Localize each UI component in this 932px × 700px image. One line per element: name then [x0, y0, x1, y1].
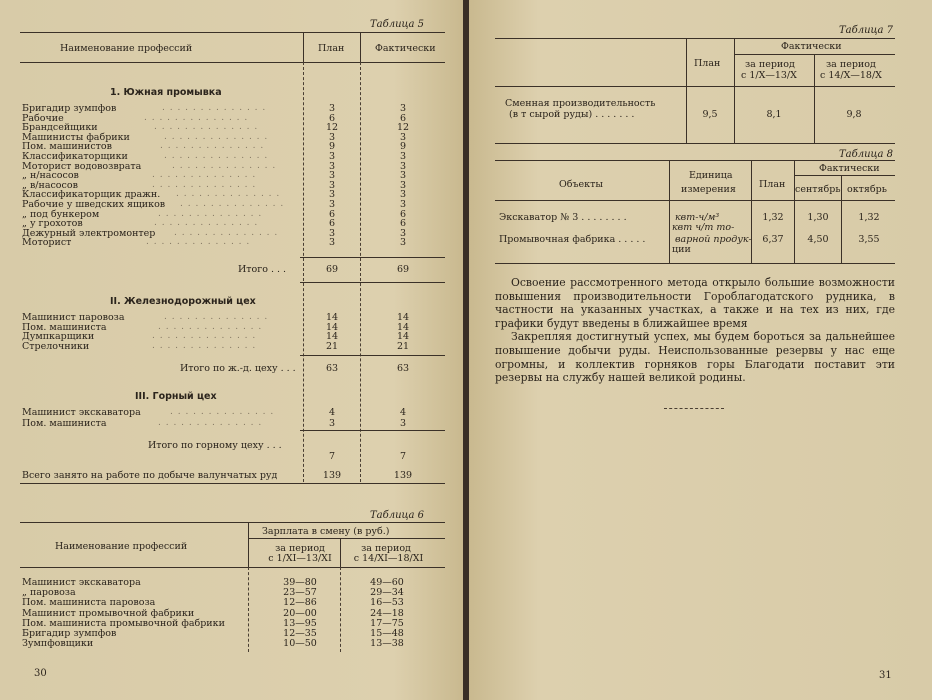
table5-section-3-total-plan: 7	[328, 451, 336, 462]
table6-row-p1: 13—95	[283, 617, 317, 629]
table5-row-plan: 3	[328, 160, 336, 172]
table6-row-name: Машинист промывочной фабрики	[22, 607, 195, 619]
table8-col-sep: сентябрь	[795, 184, 841, 195]
table7-col-p2-b: с 14/X—18/X	[820, 70, 882, 81]
table5-row-fact: 6	[399, 218, 407, 230]
table8-row-name: Промывочная фабрика . . . . .	[499, 234, 646, 245]
table7-col-p1-a: за период	[745, 59, 795, 70]
table5-row-plan: 9	[328, 141, 336, 153]
right-page	[469, 0, 932, 700]
table8-title: Таблица 8	[839, 149, 894, 160]
table8-row-unit-2: квт ч/т то-	[672, 222, 735, 233]
table5-section-1-total-label: Итого . . .	[238, 264, 287, 275]
table5-row-dots: . . . . . . . . . . . . . .	[154, 218, 259, 229]
table8-row-sep: 4,50	[807, 234, 829, 245]
table7-header-rule	[495, 86, 895, 87]
table5-vdash-2	[360, 62, 361, 482]
table5-row-dots: . . . . . . . . . . . . . .	[144, 112, 249, 123]
table7-title: Таблица 7	[839, 25, 894, 36]
table6-col-p1-a: за период	[275, 543, 325, 554]
table6-row-p2: 13—38	[370, 638, 404, 650]
table6-row-name: Машинист экскаватора	[22, 577, 141, 588]
table6-row-p1: 39—80	[283, 577, 317, 588]
table6-title: Таблица 6	[370, 510, 425, 521]
table5-section-3-rule	[300, 430, 445, 431]
table5-section-3-heading: III. Горный цех	[135, 391, 217, 402]
table5-row-name: Машинист паровоза	[22, 312, 125, 323]
table6-col-p1-b: с 1/XI—13/XI	[268, 553, 332, 564]
table8-group-rule	[794, 175, 895, 176]
table5-row-fact: 3	[399, 103, 407, 114]
table5-row-dots: . . . . . . . . . . . . . .	[162, 103, 267, 113]
table5-vdash-1	[303, 62, 304, 482]
table6-row-name: Бригадир зумпфов	[22, 628, 117, 639]
table5-row-dots: . . . . . . . . . . . . . .	[172, 160, 277, 171]
table5-grand-total-label: Всего занято на работе по добыче валунчатых руд	[22, 470, 278, 481]
table5-row-dots: . . . . . . . . . . . . . .	[176, 189, 281, 200]
table5-row-name: Дежурный электромонтер	[22, 227, 156, 239]
table5-grand-total-fact: 139	[393, 470, 413, 481]
table5-row-fact: 3	[399, 160, 407, 172]
table5-row-name: Моторист водовозврата	[22, 160, 142, 172]
table6-row-name: Пом. машиниста паровоза	[22, 597, 156, 609]
table6-row-p2: 24—18	[370, 607, 404, 619]
table5-row-plan: 14	[325, 331, 339, 343]
table7-top-rule	[495, 38, 895, 39]
table5-row-name: Думпкарщики	[22, 331, 95, 343]
table6-row-name: „ паровоза	[22, 587, 76, 599]
table5-row-name: „ у грохотов	[22, 218, 83, 230]
table6-vline-1	[248, 522, 249, 567]
table5-section-1-rule	[300, 257, 445, 258]
table8-row-plan: 6,37	[762, 234, 784, 245]
table5-row-dots: . . . . . . . . . . . . . .	[158, 417, 263, 428]
table5-row-name: Рабочие у шведских ящиков	[22, 199, 166, 210]
table5-section-1-heading: 1. Южная промывка	[110, 87, 222, 98]
table5-row-fact: 3	[399, 227, 407, 239]
table6-row-p1: 20—00	[283, 607, 317, 619]
table8-row-plan: 1,32	[762, 212, 784, 223]
table6-row-p2: 16—53	[370, 597, 404, 609]
table6-row-p2: 17—75	[370, 617, 404, 629]
table5-row-fact: 3	[399, 179, 407, 191]
table5-row-fact: 6	[399, 112, 407, 124]
table5-row-dots: . . . . . . . . . . . . . .	[170, 407, 275, 417]
table5-vline-1	[303, 32, 304, 62]
table6-row-name: Зумпфовщики	[22, 638, 94, 650]
table5-section-1-total-plan: 69	[325, 264, 339, 275]
table5-top-rule	[20, 32, 445, 33]
table5-row-plan: 6	[328, 208, 336, 220]
left-page-number: 30	[34, 668, 47, 679]
table5-row-dots: . . . . . . . . . . . . . .	[158, 321, 263, 332]
table5-row-dots: . . . . . . . . . . . . . .	[152, 170, 257, 181]
table5-row-fact: 14	[396, 312, 410, 323]
paragraph-2: Закрепляя достигнутый успех, мы будем бороться за дальнейшее повышение добычи руды. Неиспользованные резервы у нас еще огромны, и коллектив горняков горы Благодати поставит эти резервы на службу нашей великой родины.	[495, 330, 895, 385]
table8-row-unit: квт-ч/м³	[675, 212, 720, 223]
table5-row-fact: 3	[399, 170, 407, 182]
table8-row-oct: 1,32	[858, 212, 880, 223]
table5-row-name: Пом. машиниста	[22, 321, 107, 333]
table8-vline-4	[841, 175, 842, 263]
table5-row-fact: 3	[399, 131, 407, 143]
table5-row-plan: 3	[328, 199, 336, 210]
table8-vline-2	[751, 160, 752, 263]
table7-group-rule	[734, 54, 895, 55]
table7-plan-value: 9,5	[702, 109, 718, 120]
table8-col-unit-b: измерения	[681, 184, 736, 195]
right-page-number: 31	[879, 670, 892, 681]
table5-row-name: Машинисты фабрики	[22, 131, 130, 143]
table5-section-2-total-fact: 63	[396, 363, 410, 374]
table5-row-dots: . . . . . . . . . . . . . .	[158, 208, 263, 219]
table6-row-p1: 12—35	[283, 628, 317, 639]
table5-section-1-total-fact: 69	[396, 264, 410, 275]
table5-row-plan: 6	[328, 218, 336, 230]
table5-header-rule	[20, 62, 445, 63]
table5-row-plan: 3	[328, 179, 336, 191]
table6-col-name: Наименование профессий	[55, 541, 188, 552]
table7-row-label-a: Сменная производительность	[505, 98, 656, 109]
table5-row-fact: 3	[399, 237, 407, 249]
table7-row-label-b: (в т сырой руды) . . . . . . .	[509, 109, 635, 120]
table8-vline-1	[669, 160, 670, 263]
table5-section-2-heading: II. Железнодорожный цех	[110, 296, 256, 307]
table5-section-2-total-plan: 63	[325, 363, 339, 374]
table5-row-dots: . . . . . . . . . . . . . .	[152, 340, 257, 351]
table8-top-rule	[495, 160, 895, 161]
table5-bottom-rule	[20, 483, 445, 484]
table5-row-plan: 3	[328, 131, 336, 143]
table5-row-fact: 14	[396, 321, 410, 333]
table5-row-name: Пом. машиниста	[22, 417, 107, 429]
table5-row-fact: 14	[396, 331, 410, 343]
table5-col-plan: План	[318, 43, 345, 54]
table5-row-dots: . . . . . . . . . . . . . .	[164, 312, 269, 322]
table8-row-oct: 3,55	[858, 234, 880, 245]
left-page	[0, 0, 463, 700]
table5-row-name: „ н/насосов	[22, 170, 79, 182]
table5-title: Таблица 5	[370, 19, 425, 30]
table7-vline-1	[686, 38, 687, 143]
table5-section-2-total-label: Итого по ж.-д. цеху . . .	[180, 363, 296, 374]
table7-col-p1-b: с 1/X—13/X	[741, 70, 797, 81]
table7-p1-value: 8,1	[766, 109, 782, 120]
table6-col-group: Зарплата в смену (в руб.)	[262, 526, 390, 537]
table5-row-plan: 12	[325, 122, 339, 134]
table5-section-2-rule	[300, 355, 445, 356]
table5-row-name: „ под бункером	[22, 208, 100, 220]
table5-row-plan: 14	[325, 321, 339, 333]
table5-row-fact: 12	[396, 122, 410, 134]
table5-row-plan: 3	[328, 237, 336, 249]
table6-row-p1: 23—57	[283, 587, 317, 599]
table7-vline-3	[814, 54, 815, 143]
table5-row-plan: 3	[328, 189, 336, 201]
table6-row-name: Пом. машиниста промывочной фабрики	[22, 617, 225, 629]
table5-row-plan: 21	[325, 340, 339, 352]
table8-col-unit-a: Единица	[689, 170, 733, 181]
table7-col-group: Фактически	[781, 41, 842, 52]
table8-row-unit: варной продук-	[675, 234, 752, 245]
table5-row-name: Пом. машинистов	[22, 141, 112, 153]
table5-row-plan: 14	[325, 312, 339, 323]
table5-row-fact: 3	[399, 199, 407, 210]
table6-vline-2	[340, 538, 341, 567]
table5-vline-2	[360, 32, 361, 62]
table5-row-plan: 3	[328, 417, 336, 429]
table8-col-plan: План	[759, 179, 786, 190]
table5-row-plan: 3	[328, 170, 336, 182]
table6-row-p2: 49—60	[370, 577, 404, 588]
table5-row-dots: . . . . . . . . . . . . . .	[180, 199, 285, 209]
table5-row-dots: . . . . . . . . . . . . . .	[160, 141, 265, 152]
table5-row-name: Классификаторщик дражн.	[22, 189, 161, 201]
table5-row-dots: . . . . . . . . . . . . . .	[154, 122, 259, 133]
table5-row-name: Моторист	[22, 237, 72, 249]
table5-row-name: Стрелочники	[22, 340, 90, 352]
table5-row-fact: 3	[399, 417, 407, 429]
table5-section-3-total-label: Итого по горному цеху . . .	[148, 440, 282, 451]
table8-col-oct: октябрь	[847, 184, 887, 195]
table6-row-p1: 12—86	[283, 597, 317, 609]
table6-group-rule	[248, 538, 445, 539]
table5-row-name: Бригадир зумпфов	[22, 103, 117, 114]
table5-row-name: Рабочие	[22, 112, 64, 124]
table8-col-objects: Объекты	[559, 179, 603, 190]
table7-p2-value: 9,8	[846, 109, 862, 120]
table5-col-name: Наименование профессий	[60, 43, 193, 54]
table5-row-name: Машинист экскаватора	[22, 407, 141, 418]
table6-row-p2: 29—34	[370, 587, 404, 599]
table6-row-p1: 10—50	[283, 638, 317, 650]
table5-row-plan: 3	[328, 227, 336, 239]
table5-row-plan: 6	[328, 112, 336, 124]
table5-grand-total-plan: 139	[322, 470, 342, 481]
table5-row-dots: . . . . . . . . . . . . . .	[164, 151, 269, 161]
table5-row-fact: 3	[399, 151, 407, 162]
table7-col-plan: План	[694, 58, 721, 69]
table5-row-dots: . . . . . . . . . . . . . .	[174, 227, 279, 238]
table5-row-dots: . . . . . . . . . . . . . .	[152, 179, 257, 190]
paragraph-1: Освоение рассмотренного метода открыло большие возможности повышения производительности Гороблагодатского рудника, в частности на указанных участках, а также и на тех из них, где графики будут введены в ближайшее время	[495, 276, 895, 330]
table5-row-plan: 3	[328, 151, 336, 162]
table5-row-plan: 3	[328, 103, 336, 114]
table8-row-unit-2: ции	[672, 244, 691, 255]
table5-row-plan: 4	[328, 407, 336, 418]
table8-bottom-rule	[495, 263, 895, 264]
table6-vdash-2	[340, 567, 341, 652]
table5-row-name: „ в/насосов	[22, 179, 78, 191]
body-text	[495, 276, 895, 385]
table5-row-fact: 6	[399, 208, 407, 220]
table6-top-rule	[20, 522, 445, 523]
table6-header-rule	[20, 567, 445, 568]
table6-row-p2: 15—48	[370, 628, 404, 639]
table8-row-sep: 1,30	[807, 212, 829, 223]
table5-row-fact: 3	[399, 189, 407, 201]
table5-row-name: Брандсейщики	[22, 122, 98, 134]
table6-col-p2-b: с 14/XI—18/XI	[353, 553, 424, 564]
table5-section-3-total-fact: 7	[399, 451, 407, 462]
table5-row-dots: . . . . . . . . . . . . . .	[146, 237, 251, 248]
table8-col-group: Фактически	[819, 163, 880, 174]
table5-row-fact: 21	[396, 340, 410, 352]
table5-section-1-rule-b	[300, 282, 445, 283]
table6-col-p2-a: за период	[361, 543, 411, 554]
table5-row-dots: . . . . . . . . . . . . . .	[164, 131, 269, 142]
table7-bottom-rule	[495, 143, 895, 144]
table6-vdash-1	[248, 567, 249, 652]
table5-row-fact: 4	[399, 407, 407, 418]
table5-row-name: Классификаторщики	[22, 151, 128, 162]
table7-col-p2-a: за период	[826, 59, 876, 70]
table5-row-dots: . . . . . . . . . . . . . .	[152, 331, 257, 342]
table8-row-name: Экскаватор № 3 . . . . . . . .	[499, 212, 627, 223]
end-divider	[664, 408, 724, 409]
table8-header-rule	[495, 200, 895, 201]
table5-col-fact: Фактически	[375, 43, 436, 54]
table5-row-fact: 9	[399, 141, 407, 153]
